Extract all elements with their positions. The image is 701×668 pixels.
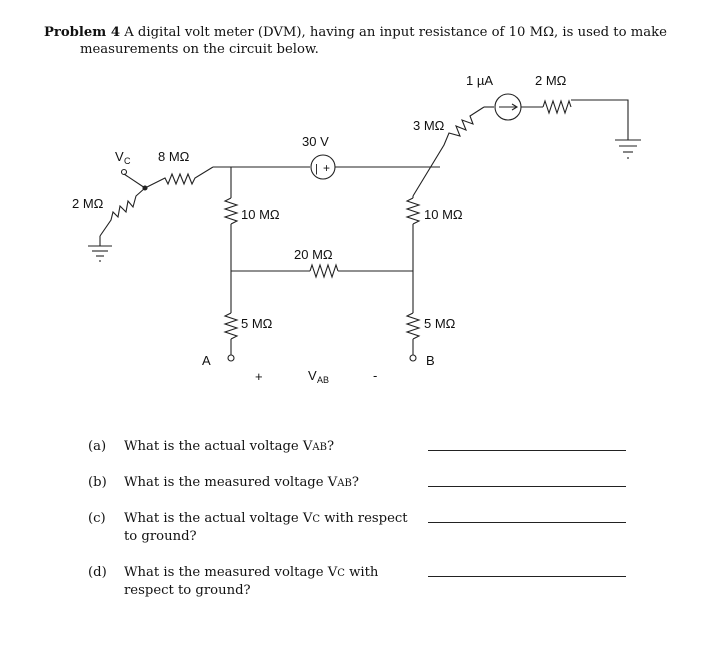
vs-minus-mark: |	[315, 163, 318, 175]
answer-line-d[interactable]	[428, 576, 626, 577]
label-vc-sub: C	[124, 156, 131, 166]
label-r-3m: 3 MΩ	[413, 118, 445, 133]
question-a	[88, 438, 648, 458]
label-minus: -	[373, 368, 378, 383]
label-r-left-5m: 5 MΩ	[241, 316, 273, 331]
problem-number: Problem 4	[44, 25, 121, 40]
question-b-text: What is the measured voltage VAB?	[124, 475, 359, 490]
label-plus: +	[255, 369, 263, 384]
resistor-2m-top	[543, 101, 571, 113]
vs-plus-mark: +	[323, 161, 331, 175]
wire	[571, 100, 628, 140]
label-current-source: 1 µA	[466, 73, 494, 88]
label-r-left-10m: 10 MΩ	[241, 207, 280, 222]
label-r-top-right: 2 MΩ	[535, 73, 567, 88]
resistor-5m-right	[407, 313, 419, 339]
question-a-label: (a)	[88, 439, 107, 454]
question-b	[88, 474, 648, 494]
answer-line-a[interactable]	[428, 450, 626, 451]
node-b-terminal	[410, 355, 416, 361]
label-vab: V	[308, 368, 317, 383]
question-c	[88, 510, 648, 546]
question-a-text: What is the actual voltage VAB?	[124, 439, 335, 454]
label-r-left-2m: 2 MΩ	[72, 196, 104, 211]
node-a-terminal	[228, 355, 234, 361]
question-d-label: (d)	[88, 565, 107, 580]
resistor-2m-left	[100, 188, 145, 236]
label-vc: V	[115, 149, 124, 164]
vc-node	[122, 170, 127, 175]
resistor-10m-right	[407, 198, 419, 224]
question-b-label: (b)	[88, 475, 107, 490]
question-d-text: What is the measured voltage VC with respect to ground?	[124, 565, 379, 598]
label-voltage-source: 30 V	[302, 134, 329, 149]
resistor-20m	[310, 265, 338, 277]
question-c-text: What is the actual voltage VC with respect to ground?	[124, 511, 408, 544]
answer-line-b[interactable]	[428, 486, 626, 487]
label-vab-sub: AB	[317, 375, 330, 385]
resistor-8m	[145, 167, 213, 188]
label-r-20m: 20 MΩ	[294, 247, 333, 262]
wire	[124, 174, 145, 188]
answer-line-c[interactable]	[428, 522, 626, 523]
resistor-5m-left	[225, 313, 237, 339]
resistor-10m-left	[225, 198, 237, 224]
question-c-label: (c)	[88, 511, 106, 526]
problem-text-line2: measurements on the circuit below.	[80, 42, 319, 57]
problem-text-line1: A digital volt meter (DVM), having an input resistance of 10 MΩ, is used to make	[124, 25, 667, 40]
label-r-8m: 8 MΩ	[158, 149, 190, 164]
question-d	[88, 564, 648, 600]
label-node-b: B	[426, 353, 435, 368]
label-node-a: A	[202, 353, 211, 368]
label-r-right-5m: 5 MΩ	[424, 316, 456, 331]
label-r-right-10m: 10 MΩ	[424, 207, 463, 222]
